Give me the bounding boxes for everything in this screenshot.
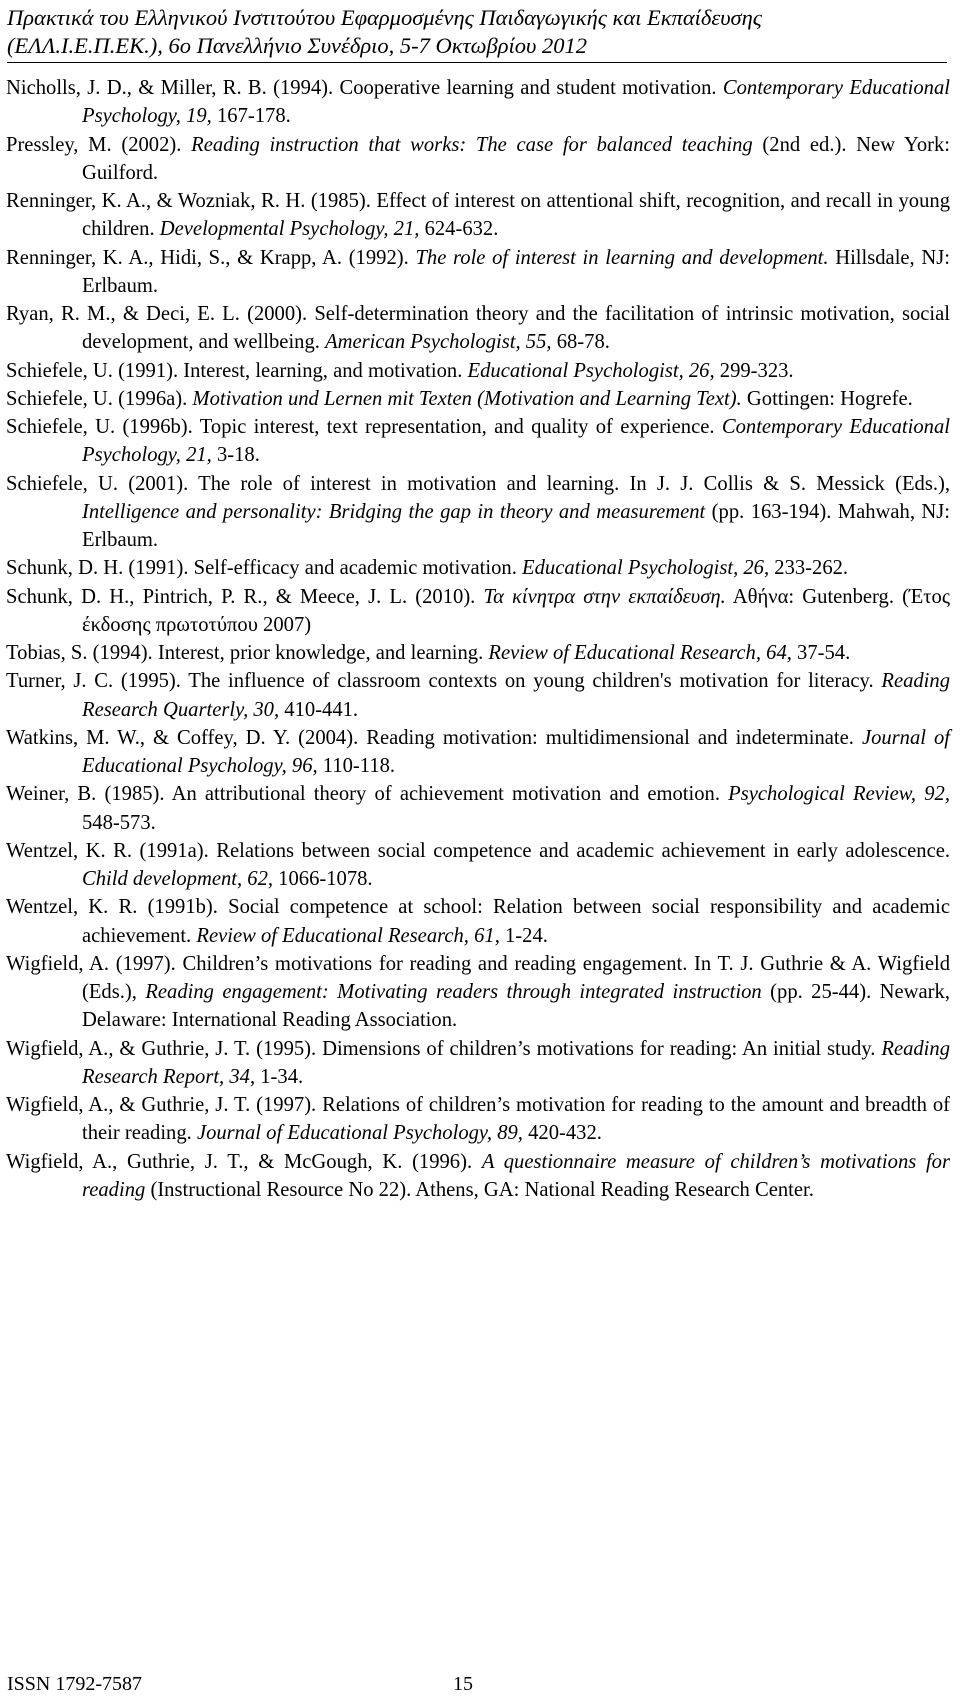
reference-entry (6, 131, 950, 188)
issn-label: ISSN 1792-7587 (7, 1673, 143, 1695)
reference-text: (pp. 163-194). Mahwah, NJ: Erlbaum. (82, 500, 950, 551)
reference-text: 110-118. (317, 755, 396, 777)
reference-text: Αθήνα: Gutenberg. (Έτος έκδοσης πρωτοτύπου 2007) (82, 585, 951, 636)
reference-text: 410-441. (279, 698, 359, 721)
reference-source-italic: Journal of Educational Psychology, 96, (82, 726, 950, 777)
reference-text: 233-262. (769, 557, 849, 580)
reference-text: (2nd ed.). New York: Guilford. (82, 133, 950, 184)
reference-text: 624-632. (419, 218, 499, 241)
reference-source-italic: Reading Research Quarterly, 30, (82, 670, 950, 721)
reference-text: 1066-1078. (273, 868, 373, 890)
reference-text: 68-78. (551, 331, 610, 354)
reference-text: Wigfield, A. (1997). Children’s motivations for reading and reading engagement. In T. J. Guthrie & A. Wigfield (Eds.), (6, 952, 950, 1003)
reference-entry (6, 385, 950, 413)
reference-source-italic: Review of Educational Research, 64, (488, 642, 792, 664)
reference-text: (pp. 25-44). Newark, Delaware: International Reading Association. (82, 981, 950, 1032)
reference-source-italic: American Psychologist, 55, (325, 331, 552, 354)
reference-source-italic: Child development, 62, (82, 868, 274, 890)
reference-text: Watkins, M. W., & Coffey, D. Y. (2004). Reading motivation: multidimensional and indeterminate. (6, 726, 862, 749)
reference-text: Turner, J. C. (1995). The influence of classroom contexts on young children's motivation for literacy. (6, 670, 882, 693)
reference-text: Schiefele, U. (1996b). Topic interest, text representation, and quality of experience. (6, 416, 722, 438)
reference-text: Pressley, M. (2002). (6, 133, 192, 156)
reference-text: Wentzel, K. R. (1991b). Social competence at school: Relation between social responsibility and academic achievement. (6, 896, 950, 947)
reference-text: Schiefele, U. (1996a). (6, 387, 193, 410)
reference-source-italic: Developmental Psychology, 21, (159, 218, 420, 241)
reference-text: 548-573. (82, 811, 156, 834)
reference-entry (6, 1148, 950, 1205)
reference-text: 1-24. (499, 924, 548, 947)
reference-entry (6, 639, 950, 667)
reference-entry (6, 357, 950, 385)
reference-entry (6, 470, 950, 555)
reference-entry (6, 554, 950, 582)
reference-source-italic: Educational Psychologist, 26, (467, 359, 715, 382)
reference-entry (6, 413, 950, 470)
reference-entry (6, 244, 950, 301)
reference-text: Wigfield, A., Guthrie, J. T., & McGough, K. (1996). (6, 1150, 482, 1173)
reference-entry (6, 780, 950, 837)
reference-text: Wentzel, K. R. (1991a). Relations between social competence and academic achievement in early adolescence. (6, 839, 950, 862)
reference-text: Weiner, B. (1985). An attributional theory of achievement motivation and emotion. (6, 783, 729, 806)
running-header (7, 4, 947, 60)
reference-text: Gottingen: Hogrefe. (741, 387, 913, 410)
reference-text: 37-54. (791, 642, 851, 664)
reference-source-italic: Reading engagement: Motivating readers through integrated instruction (145, 981, 762, 1003)
reference-source-italic: Τα κίνητρα στην εκπαίδευση. (483, 585, 726, 608)
reference-source-italic: Psychological Review, 92, (728, 783, 950, 806)
running-header-line-2: (ΕΛΛ.Ι.Ε.Π.ΕΚ.), 6ο Πανελλήνιο Συνέδριο, 5-7 Οκτωβρίου 2012 (7, 33, 587, 58)
page-number: 15 (453, 1673, 473, 1695)
reference-text: Hillsdale, NJ: Erlbaum. (82, 246, 951, 297)
reference-text: (Instructional Resource No 22). Athens, GA: National Reading Research Center. (145, 1178, 814, 1201)
reference-entry (6, 1091, 950, 1148)
reference-list (6, 74, 950, 1204)
reference-source-italic: A questionnaire measure of children’s motivations for reading (82, 1150, 950, 1201)
reference-text: Schiefele, U. (1991). Interest, learning, and motivation. (6, 359, 468, 382)
reference-text: Renninger, K. A., Hidi, S., & Krapp, A. (1992). (6, 246, 416, 269)
reference-entry (6, 187, 950, 244)
reference-entry (6, 667, 950, 724)
reference-text: Ryan, R. M., & Deci, E. L. (2000). Self-determination theory and the facilitation of intrinsic motivation, social development, and wellbeing. (6, 303, 950, 354)
reference-text: 167-178. (211, 105, 291, 128)
reference-text: Wigfield, A., & Guthrie, J. T. (1997). Relations of children’s motivation for reading to the amount and breadth of their reading. (6, 1094, 950, 1145)
reference-text: 420-432. (522, 1122, 602, 1145)
reference-source-italic: Contemporary Educational Psychology, 19, (82, 77, 950, 128)
reference-entry (6, 1035, 950, 1092)
reference-text: Schunk, D. H., Pintrich, P. R., & Meece, J. L. (2010). (6, 585, 484, 608)
reference-text: Tobias, S. (1994). Interest, prior knowledge, and learning. (6, 642, 489, 664)
reference-text: Renninger, K. A., & Wozniak, R. H. (1985). Effect of interest on attentional shift, recognition, and recall in young children. (6, 190, 950, 241)
reference-entry (6, 74, 950, 131)
reference-text: Schiefele, U. (2001). The role of interest in motivation and learning. In J. J. Collis & S. Messick (Eds.), (6, 472, 950, 495)
reference-source-italic: Motivation und Lernen mit Texten (Motivation and Learning Text). (192, 387, 742, 410)
running-header-line-1: Πρακτικά του Ελληνικού Ινστιτούτου Εφαρμοσμένης Παιδαγωγικής και Εκπαίδευσης (7, 5, 762, 30)
reference-entry (6, 950, 950, 1035)
reference-entry (6, 583, 950, 640)
reference-text: Wigfield, A., & Guthrie, J. T. (1995). Dimensions of children’s motivations for reading: An initial study. (6, 1037, 882, 1060)
reference-entry (6, 300, 950, 357)
reference-text: 3-18. (211, 444, 260, 467)
reference-entry (6, 893, 950, 950)
reference-source-italic: Reading Research Report, 34 (82, 1037, 950, 1088)
reference-source-italic: The role of interest in learning and development. (415, 246, 829, 269)
header-rule (7, 62, 947, 63)
reference-source-italic: Educational Psychologist, 26, (522, 557, 770, 580)
reference-text: Schunk, D. H. (1991). Self-efficacy and academic motivation. (6, 557, 523, 580)
reference-text: Nicholls, J. D., & Miller, R. B. (1994). Cooperative learning and student motivation. (6, 77, 723, 99)
reference-text: 299-323. (714, 359, 794, 382)
reference-entry (6, 837, 950, 894)
reference-source-italic: Reading instruction that works: The case for balanced teaching (191, 133, 753, 156)
reference-source-italic: Intelligence and personality: Bridging the gap in theory and measurement (82, 500, 706, 523)
reference-source-italic: Contemporary Educational Psychology, 21, (82, 416, 950, 467)
reference-entry (6, 724, 950, 781)
reference-text: , 1-34. (249, 1065, 304, 1088)
reference-source-italic: Journal of Educational Psychology, 89, (196, 1122, 523, 1145)
reference-source-italic: Review of Educational Research, 61, (196, 924, 500, 947)
